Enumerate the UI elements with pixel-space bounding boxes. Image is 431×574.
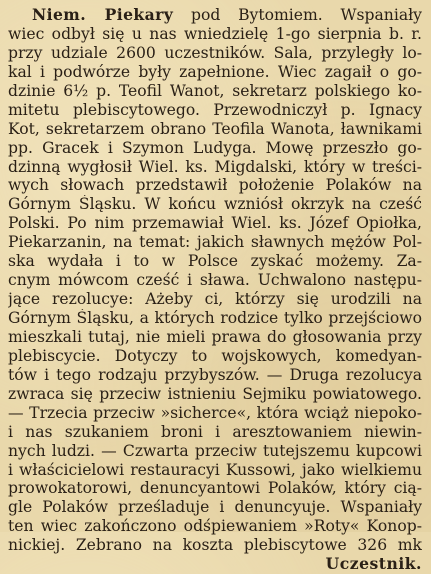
text-line-5: dzinie 6½ p. Teofil Wanot, sekretarz polskiego ko- [8,81,422,100]
text-line-29: nickiej. Zebrano na koszta plebiscytowe 326 mk [8,536,422,555]
text-line-3: przy udziale 2600 uczestników. Sala, przyległy lo- [8,43,422,62]
text-line-20: tów i tego rodzaju przybyszów. — Druga rezolucya [8,365,422,384]
text-line-4: kal i podwórze były zapełnione. Wiec zagaił o go- [8,62,422,81]
text-line-19: plebiscycie. Dotyczy to wojskowych, komedyan- [8,346,422,365]
text-line-21: zwraca się przeciw istnieniu Sejmiku powiatowego. [8,384,422,403]
text-line-23: i nas szukaniem broni i aresztowaniem niewin- [8,422,422,441]
text-line-25: i właścicielowi restauracyi Kussowi, jako wielkiemu [8,460,422,479]
text-line-9: dzinną wygłosił Wiel. ks. Migdalski, który w treści- [8,157,422,176]
article-first-line [8,6,422,25]
text-line-2: wiec odbył się u nas wniedzielę 1-go sierpnia b. r. [8,24,422,43]
text-line-24: nych ludzi. — Czwarta przeciw tutejszemu kupcowi [8,441,422,460]
text-line-28: ten wiec zakończono odśpiewaniem »Roty« Konop- [8,517,422,536]
text-line-10: wych słowach przedstawił położenie Polaków na [8,176,422,195]
text-line-14: ska wydała i to w Polsce zyskać możemy. Za- [8,252,422,271]
text-line-12: Polski. Po nim przemawiał Wiel. ks. Józef Opiołka, [8,214,422,233]
text-line-17: Górnym Śląsku, a których rodzice tylko przejściowo [8,309,422,327]
text-line-27: gle Polaków prześladuje i denuncyuje. Wspaniały [8,498,422,517]
newspaper-clipping [8,6,422,574]
text-line-13: Piekarzanin, na temat: jakich sławnych mężów Pol- [8,233,422,252]
text-line-7: Kot, sekretarzem obrano Teofila Wanota, ławnikami [8,119,422,138]
text-line-22: — Trzecia przeciw »sicherce«, która wciąż niepoko- [8,403,422,422]
article-signature: Uczestnik. [325,555,422,574]
text-line-18: mieszkali tutaj, nie mieli prawa do głosowania przy [8,327,422,346]
text-line-11: Górnym Śląsku. W końcu wzniósł okrzyk na cześć [8,195,422,214]
text-line-1: pod Bytomiem. Wspaniały [190,6,422,24]
article-signature-line [8,555,422,574]
text-line-16: jące rezolucye: Ażeby ci, którzy się urodzili na [8,290,422,309]
text-line-8: pp. Gracek i Szymon Ludyga. Mowę przeszło go- [8,138,422,157]
text-line-26: prowokatorowi, denuncyantowi Polaków, który cią- [8,479,422,498]
text-line-6: mitetu plebiscytowego. Przewodniczył p. Ignacy [8,100,422,119]
article-headline: Niem. Piekary [32,6,174,24]
text-line-15: cnym mówcom cześć i sława. Uchwalono następu- [8,271,422,290]
